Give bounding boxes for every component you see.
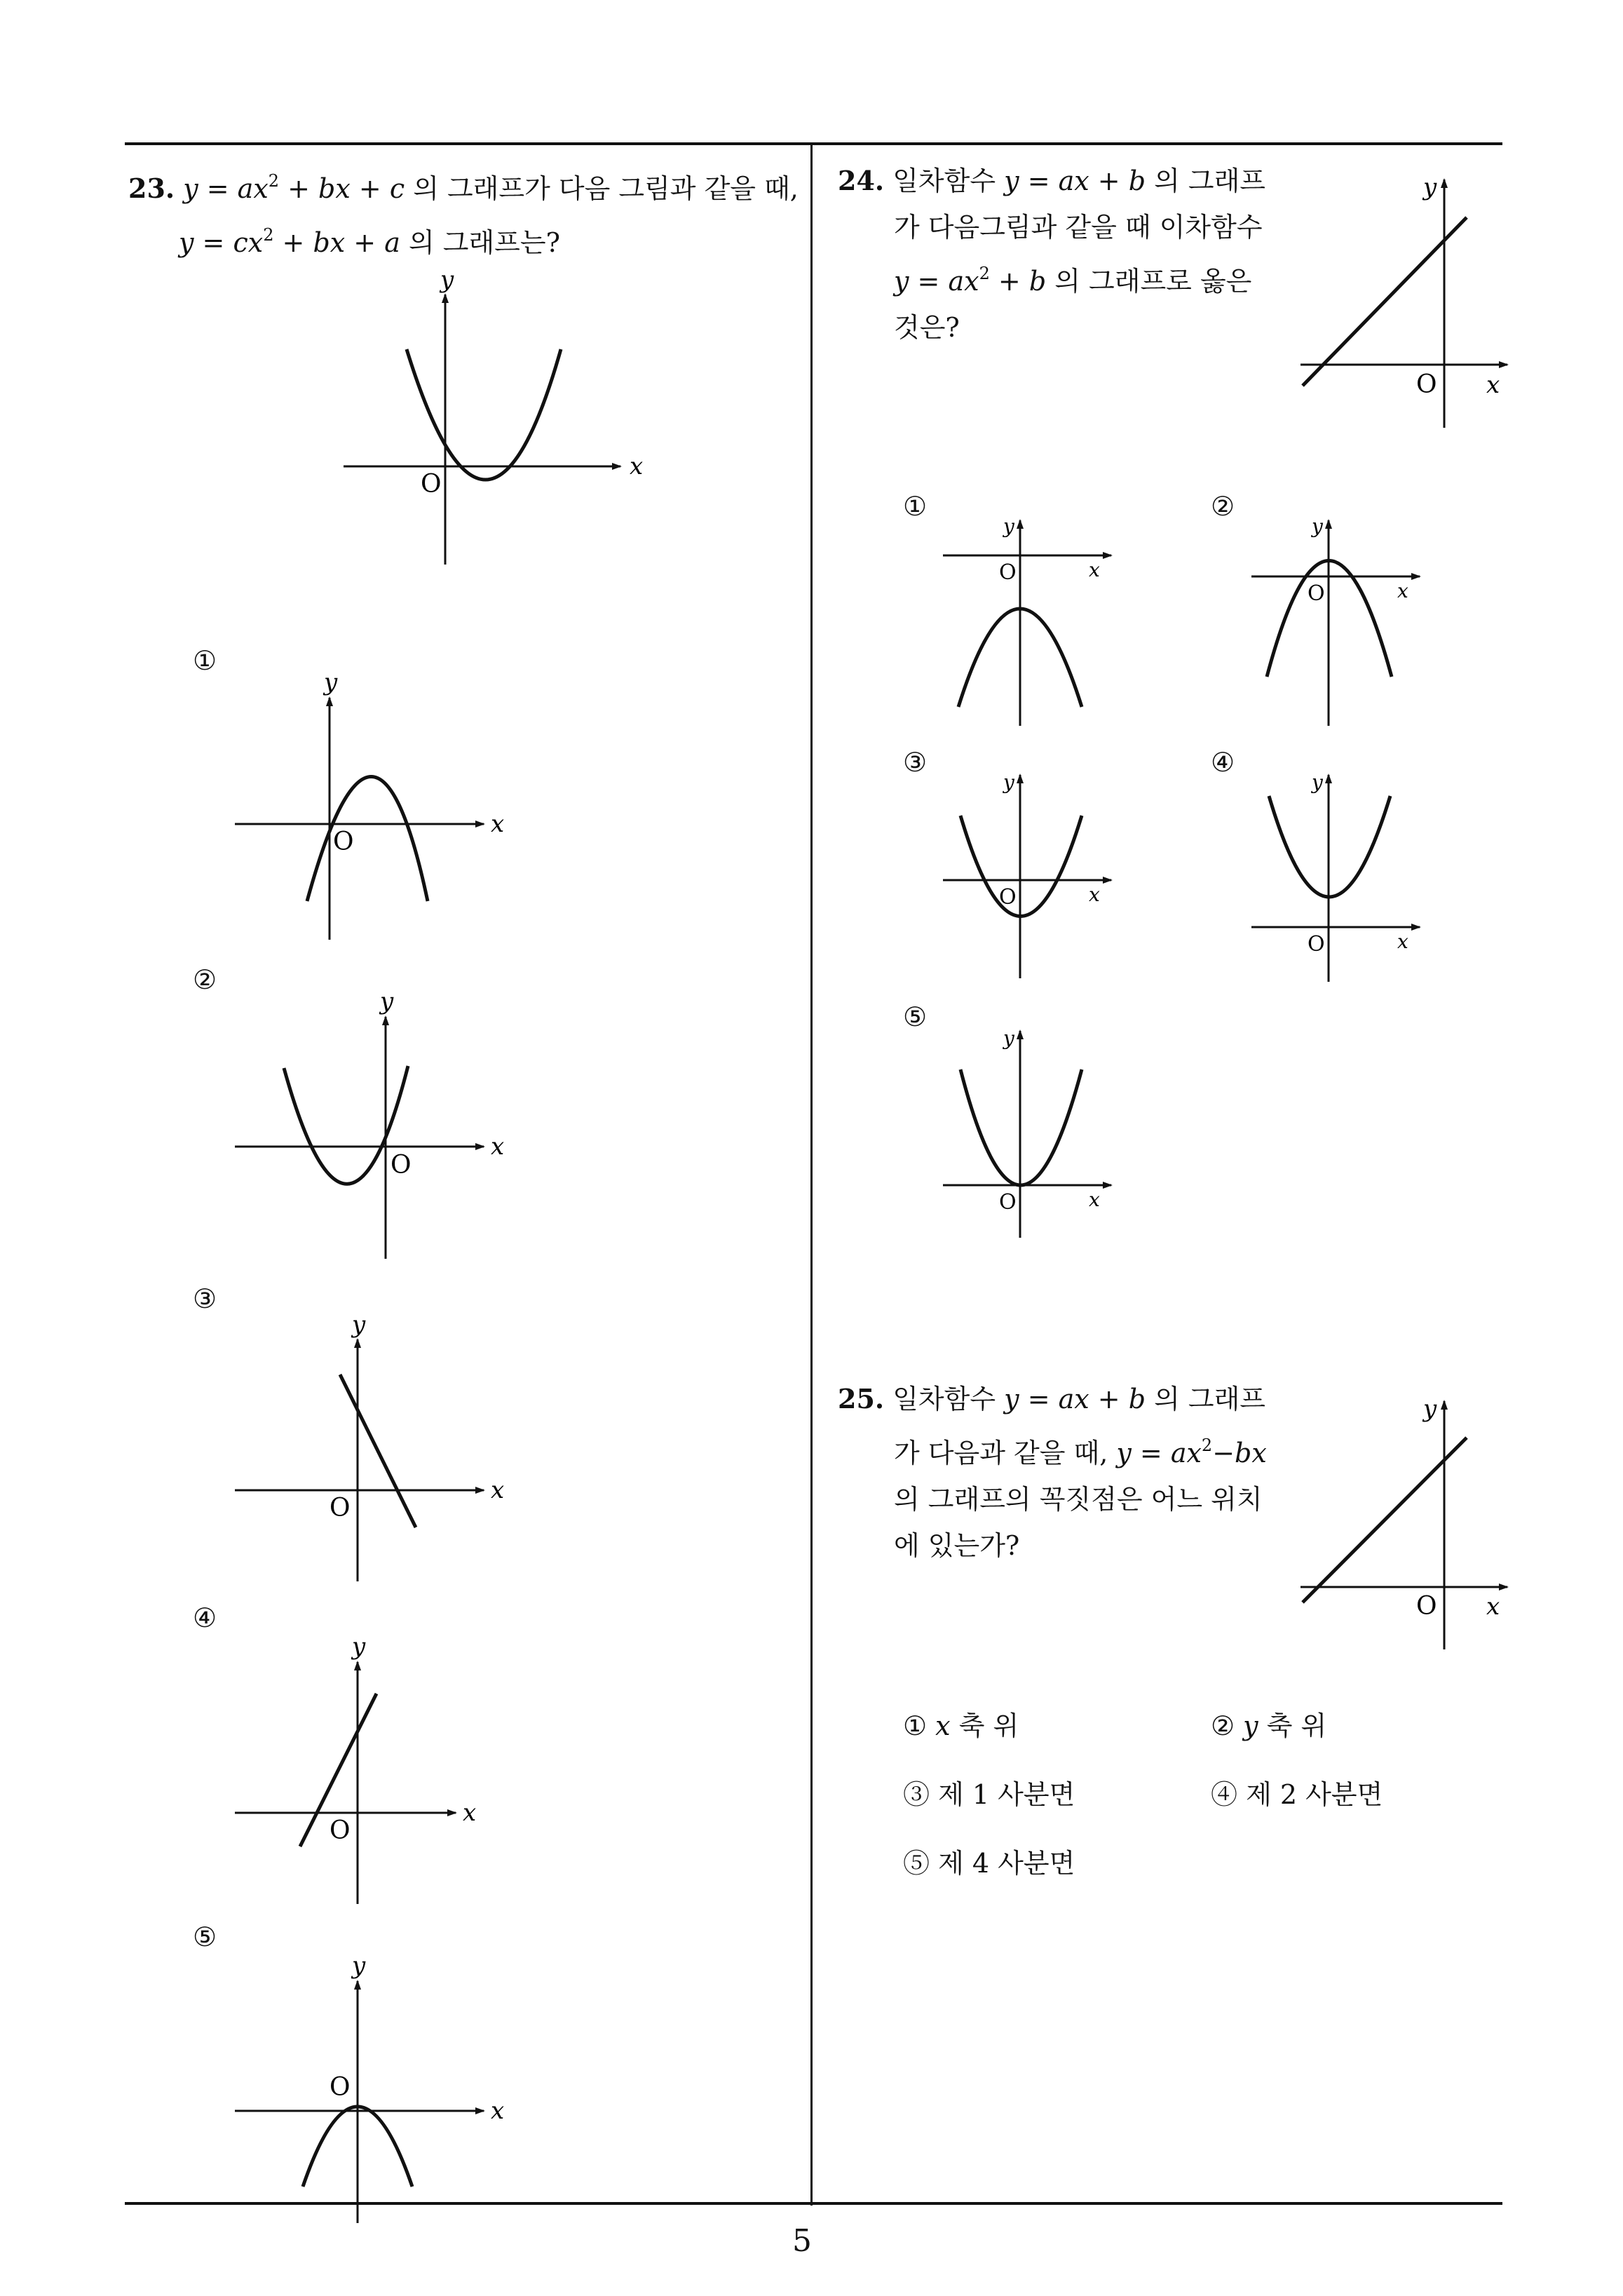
q23-choice-2-mark[interactable]: ②	[193, 964, 217, 995]
q23-c4-x-label: x	[463, 1799, 477, 1827]
q24-line4: 것은?	[894, 312, 960, 343]
q25-option-5[interactable]	[903, 1842, 1075, 1880]
q25-option-5-mark: ⑤	[903, 1848, 930, 1879]
q23-eq1-part: y = ax	[183, 173, 269, 204]
q25-option-4-mark: ④	[1211, 1779, 1238, 1810]
q24-choice-5-mark[interactable]: ⑤	[903, 1001, 928, 1032]
q23-line2-text: 의 그래프는?	[400, 227, 560, 258]
q24-c5-x-label: x	[1089, 1188, 1100, 1211]
q25-option-2-var: y	[1243, 1710, 1258, 1741]
q23-eq2-part: y = cx	[179, 227, 264, 258]
q24-number: 24.	[838, 165, 885, 196]
q24-c1-origin: O	[999, 560, 1017, 585]
q24-c1-y-label: y	[1003, 515, 1014, 538]
q23-c5-y-label: y	[352, 1952, 366, 1980]
q24-main-y-label: y	[1423, 173, 1437, 201]
q23-choice-1-graph[interactable]	[224, 666, 533, 947]
q23-main-graph	[322, 266, 659, 575]
q25-main-origin: O	[1416, 1592, 1437, 1621]
q24-c4-origin: O	[1308, 932, 1325, 957]
q23-line2	[128, 212, 799, 266]
q24-choice-4-graph[interactable]	[1244, 768, 1448, 985]
q23-text	[128, 158, 799, 266]
q25-option-4[interactable]	[1211, 1773, 1383, 1811]
q24-text	[838, 158, 1265, 351]
q23-eq1-sup: 2	[268, 171, 280, 191]
q24-c3-y-label: y	[1003, 771, 1014, 794]
q25-option-2-text: 축 위	[1258, 1710, 1327, 1741]
q24-main-origin: O	[1416, 370, 1437, 399]
q23-choice-3-mark[interactable]: ③	[193, 1283, 217, 1314]
q23-c2-x-label: x	[491, 1133, 505, 1161]
q24-choice-5-graph[interactable]	[936, 1024, 1139, 1241]
q24-main-graph	[1290, 168, 1521, 435]
q24-l3-text: 의 그래프로 옳은	[1046, 266, 1252, 297]
q23-c1-x-label: x	[491, 810, 505, 838]
q23-eq2-sup: 2	[263, 225, 274, 245]
q24-l3-eq: y = ax	[894, 266, 979, 297]
q23-main-x-label: x	[630, 452, 644, 480]
q23-eq1-tail: + bx + c	[279, 173, 405, 204]
q24-l1-tail: 의 그래프	[1146, 166, 1266, 196]
q23-choice-5-mark[interactable]: ⑤	[193, 1922, 217, 1952]
q23-choice-3-graph[interactable]	[224, 1304, 533, 1585]
q23-line1	[128, 158, 799, 212]
q25-main-y-label: y	[1423, 1395, 1437, 1423]
q24-l3-eq-tail: + b	[989, 266, 1047, 297]
q24-line2: 가 다음그림과 같을 때 이차함수	[894, 212, 1263, 243]
q24-choice-3-graph[interactable]	[936, 768, 1139, 985]
q24-choice-2-mark[interactable]: ②	[1211, 491, 1235, 522]
q24-c2-y-label: y	[1312, 515, 1323, 538]
q23-c5-x-label: x	[491, 2097, 505, 2125]
q23-c3-origin: O	[330, 1494, 351, 1522]
q25-option-4-text: 제 2 사분면	[1246, 1779, 1383, 1810]
q23-main-origin: O	[421, 470, 442, 499]
q25-option-5-text: 제 4 사분면	[938, 1848, 1075, 1879]
q25-option-1-var: x	[935, 1710, 951, 1741]
q25-line1	[838, 1376, 1267, 1422]
q25-option-3-text: 제 1 사분면	[938, 1779, 1075, 1810]
q23-c4-origin: O	[330, 1816, 351, 1845]
q24-c5-origin: O	[999, 1190, 1017, 1215]
q25-line4: 에 있는가?	[894, 1530, 1020, 1561]
q25-line3: 의 그래프의 꼭짓점은 어느 위치	[894, 1484, 1263, 1515]
q24-c4-x-label: x	[1397, 930, 1408, 953]
q25-option-3-mark: ③	[903, 1779, 930, 1810]
q24-choice-1-graph[interactable]	[936, 512, 1139, 729]
q25-l2-eq: y = ax	[1116, 1438, 1202, 1468]
q24-c2-x-label: x	[1397, 579, 1408, 602]
q23-c3-y-label: y	[352, 1311, 366, 1339]
q23-choice-5-graph[interactable]	[224, 1943, 533, 2230]
q25-option-2-mark: ②	[1211, 1710, 1235, 1741]
q24-choice-3-mark[interactable]: ③	[903, 747, 928, 778]
q25-option-3[interactable]	[903, 1773, 1075, 1811]
q23-choice-4-graph[interactable]	[224, 1623, 533, 1904]
q23-c4-y-label: y	[352, 1633, 366, 1661]
q25-l1-eq: y = ax + b	[1004, 1384, 1146, 1414]
q25-option-2[interactable]	[1211, 1704, 1326, 1743]
q25-option-1-mark: ①	[903, 1710, 928, 1741]
q24-c3-x-label: x	[1089, 883, 1100, 906]
q23-eq2-tail: + bx + a	[273, 227, 400, 258]
q24-l1-eq: y = ax + b	[1004, 166, 1146, 196]
q25-main-graph	[1290, 1389, 1521, 1655]
q23-c3-x-label: x	[491, 1476, 505, 1504]
q23-choice-4-mark[interactable]: ④	[193, 1602, 217, 1633]
q23-c1-origin: O	[333, 828, 354, 856]
q24-line1	[838, 158, 1265, 204]
column-divider	[810, 144, 813, 2206]
q24-l3-sup: 2	[979, 264, 990, 283]
q23-choice-1-mark[interactable]: ①	[193, 645, 217, 676]
q24-c4-y-label: y	[1312, 771, 1323, 794]
q24-choice-4-mark[interactable]: ④	[1211, 747, 1235, 778]
q24-main-x-label: x	[1486, 371, 1500, 399]
q24-c3-origin: O	[999, 885, 1017, 910]
q23-line1-text: 의 그래프가 다음 그림과 같을 때,	[405, 173, 799, 204]
q25-l1-text: 일차함수	[892, 1384, 1005, 1414]
top-rule	[125, 142, 1502, 145]
q24-l1-text: 일차함수	[892, 166, 1005, 196]
q24-choice-1-mark[interactable]: ①	[903, 491, 928, 522]
q24-c5-y-label: y	[1003, 1027, 1014, 1050]
q23-choice-2-graph[interactable]	[224, 985, 533, 1266]
q25-option-1-text: 축 위	[950, 1710, 1019, 1741]
q25-main-x-label: x	[1486, 1593, 1500, 1621]
q25-l2-text: 가 다음과 같을 때,	[894, 1438, 1117, 1468]
q24-c1-x-label: x	[1089, 558, 1100, 581]
q25-text	[838, 1376, 1267, 1569]
q25-l2-sup: 2	[1201, 1436, 1213, 1455]
q23-c2-origin: O	[391, 1151, 412, 1180]
q23-c2-y-label: y	[380, 987, 394, 1015]
q25-l1-tail: 의 그래프	[1146, 1384, 1266, 1414]
q23-main-y-label: y	[440, 266, 454, 294]
q24-line3	[838, 250, 1265, 304]
q25-l2-eq-tail: −bx	[1212, 1438, 1267, 1468]
q24-choice-2-graph[interactable]	[1244, 512, 1448, 729]
q23-number: 23.	[128, 173, 175, 204]
q25-option-1[interactable]	[903, 1704, 1019, 1743]
page-number: 5	[792, 2223, 812, 2259]
q24-c2-origin: O	[1308, 581, 1325, 606]
q25-line2	[838, 1422, 1267, 1476]
q23-c5-origin: O	[330, 2073, 351, 2102]
q25-number: 25.	[838, 1383, 885, 1414]
q23-c1-y-label: y	[324, 668, 338, 696]
